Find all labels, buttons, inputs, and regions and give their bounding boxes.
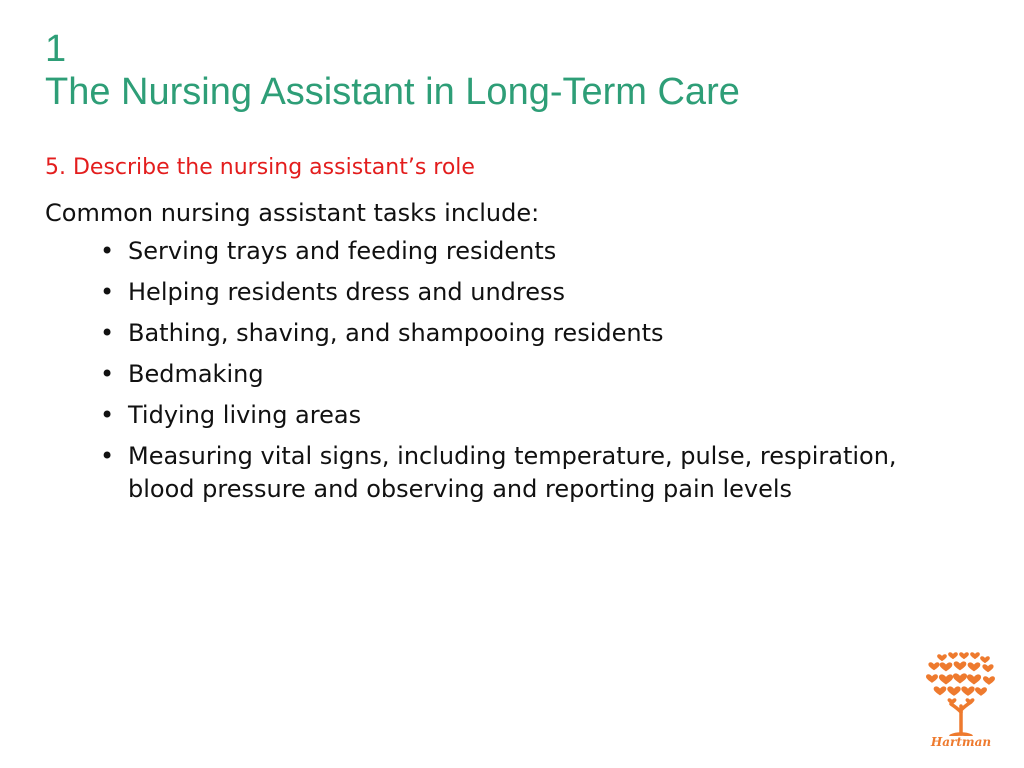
task-text: Helping residents dress and undress [128, 278, 566, 306]
bullet-icon: • [100, 278, 115, 306]
task-item [100, 276, 945, 309]
task-item [100, 440, 945, 506]
task-text: Bedmaking [128, 360, 264, 388]
bullet-icon: • [100, 237, 115, 265]
task-item [100, 235, 945, 268]
task-item [100, 317, 945, 350]
task-text: Measuring vital signs, including temperature, pulse, respiration, blood pressure and observing and reporting pain levels [128, 442, 897, 503]
task-list [45, 235, 945, 506]
task-text: Tidying living areas [128, 401, 362, 429]
slide-body [45, 196, 945, 514]
slide-title [45, 28, 740, 114]
bullet-icon: • [100, 319, 115, 347]
task-text: Serving trays and feeding residents [128, 237, 557, 265]
intro-text: Common nursing assistant tasks include: [45, 199, 540, 227]
bullet-icon: • [100, 401, 115, 429]
hartman-logo [920, 652, 1002, 758]
bullet-icon: • [100, 442, 115, 470]
heart-tree-icon [920, 652, 1002, 736]
bullet-icon: • [100, 360, 115, 388]
section-heading: 5. Describe the nursing assistant’s role [45, 155, 475, 180]
slide-number: 1 [45, 28, 67, 70]
task-item [100, 399, 945, 432]
slide-title-text: The Nursing Assistant in Long-Term Care [45, 71, 740, 113]
task-text: Bathing, shaving, and shampooing residents [128, 319, 664, 347]
task-item [100, 358, 945, 391]
logo-text: Hartman [930, 735, 992, 749]
